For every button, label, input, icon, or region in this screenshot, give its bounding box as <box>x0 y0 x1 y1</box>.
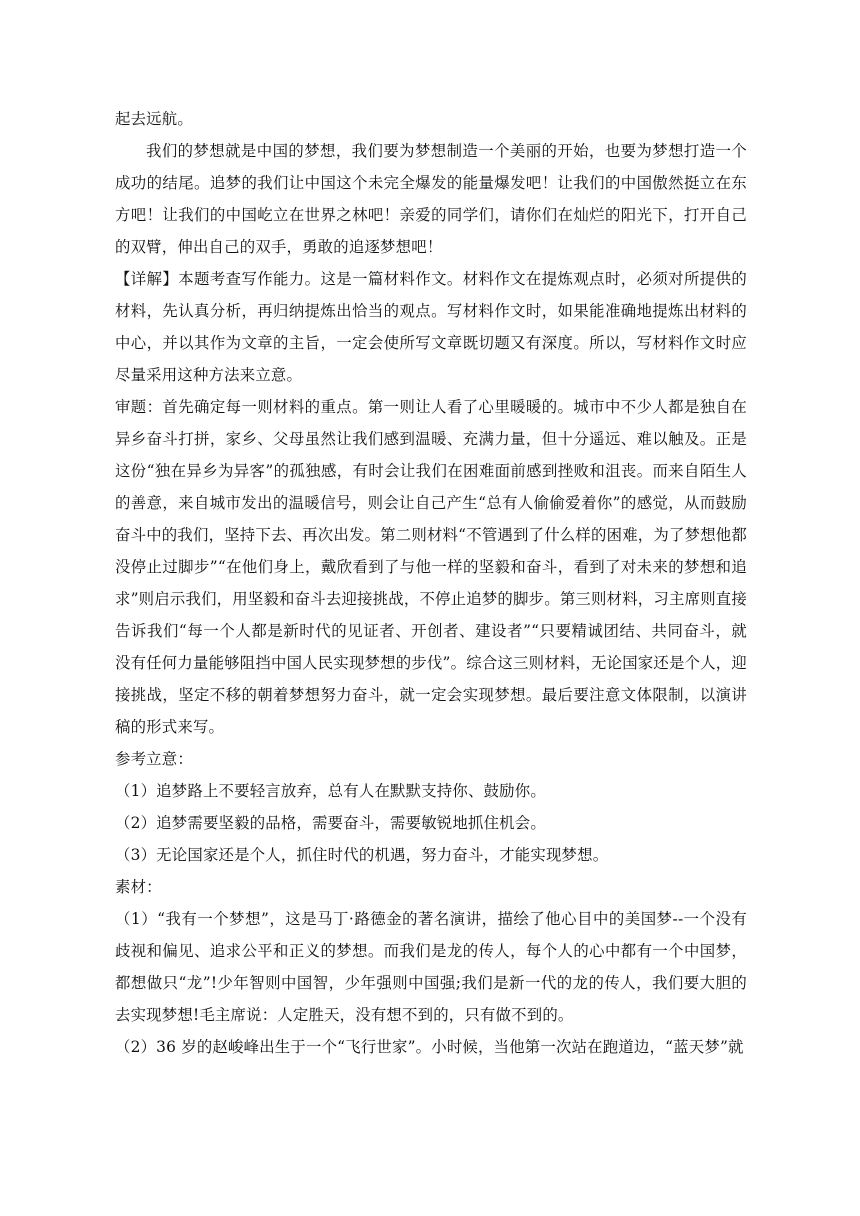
heading-materials: 素材： <box>115 878 162 896</box>
list-item-idea-2: （2）追梦需要坚毅的品格，需要奋斗，需要敏锐地抓住机会。 <box>115 814 546 832</box>
paragraph-analysis: 审题：首先确定每一则材料的重点。第一则让人看了心里暖暖的。城市中不少人都是独自在异乡奋斗打拼，家乡、父母虽然让我们感到温暖、充满力量，但十分遥远、难以触及。正是这份“独在异乡为异客”的孤独感，有时会让我们在困难面前感到挫败和沮丧。而来自陌生人的善意，来自城市发出的温暖信号，则会让自己产生“总有人偷偷爱着你”的感觉，从而鼓励奋斗中的我们，坚持下去、再次出发。第二则材料“不管遇到了什么样的困难，为了梦想他都没停止过脚步”“在他们身上，戴欣看到了与他一样的坚毅和奋斗，看到了对未来的梦想和追求”则启示我们，用坚毅和奋斗去迎接挑战，不停止追梦的脚步。第三则材料，习主席则直接告诉我们“每一个人都是新时代的见证者、开创者、建设者”“只要精诚团结、共同奋斗，就没有任何力量能够阻挡中国人民实现梦想的步伐”。综合这三则材料，无论国家还是个人，迎接挑战，坚定不移的朝着梦想努力奋斗，就一定会实现梦想。最后要注意文体限制，以演讲稿的形式来写。 <box>115 398 747 736</box>
heading-reference-ideas: 参考立意： <box>115 750 193 768</box>
document-page <box>115 103 747 1063</box>
list-item-material-1: （1）“我有一个梦想”，这是马丁·路德金的著名演讲，描绘了他心目中的美国梦--一个没有歧视和偏见、追求公平和正义的梦想。而我们是龙的传人，每个人的心中都有一个中国梦，都想做只“龙”!少年智则中国智，少年强则中国强;我们是新一代的龙的传人，我们要大胆的去实现梦想!毛主席说：人定胜天，没有想不到的，只有做不到的。 <box>115 910 747 1024</box>
paragraph-closing: 我们的梦想就是中国的梦想，我们要为梦想制造一个美丽的开始，也要为梦想打造一个成功的结尾。追梦的我们让中国这个未完全爆发的能量爆发吧！让我们的中国傲然挺立在东方吧！让我们的中国屹立在世界之林吧！亲爱的同学们，请你们在灿烂的阳光下，打开自己的双臂，伸出自己的双手，勇敢的追逐梦想吧！ <box>115 142 747 256</box>
paragraph-explanation: 【详解】本题考查写作能力。这是一篇材料作文。材料作文在提炼观点时，必须对所提供的材料，先认真分析，再归纳提炼出恰当的观点。写材料作文时，如果能准确地提炼出材料的中心，并以其作为文章的主旨，一定会使所写文章既切题又有深度。所以，写材料作文时应尽量采用这种方法来立意。 <box>115 270 747 384</box>
list-item-idea-1: （1）追梦路上不要轻言放弃，总有人在默默支持你、鼓励你。 <box>115 782 546 800</box>
list-item-idea-3: （3）无论国家还是个人，抓住时代的机遇，努力奋斗，才能实现梦想。 <box>115 846 609 864</box>
paragraph-continuation: 起去远航。 <box>115 110 193 128</box>
list-item-material-2: （2）36 岁的赵峻峰出生于一个“飞行世家”。小时候，当他第一次站在跑道边，“蓝天梦”就 <box>115 1038 744 1056</box>
